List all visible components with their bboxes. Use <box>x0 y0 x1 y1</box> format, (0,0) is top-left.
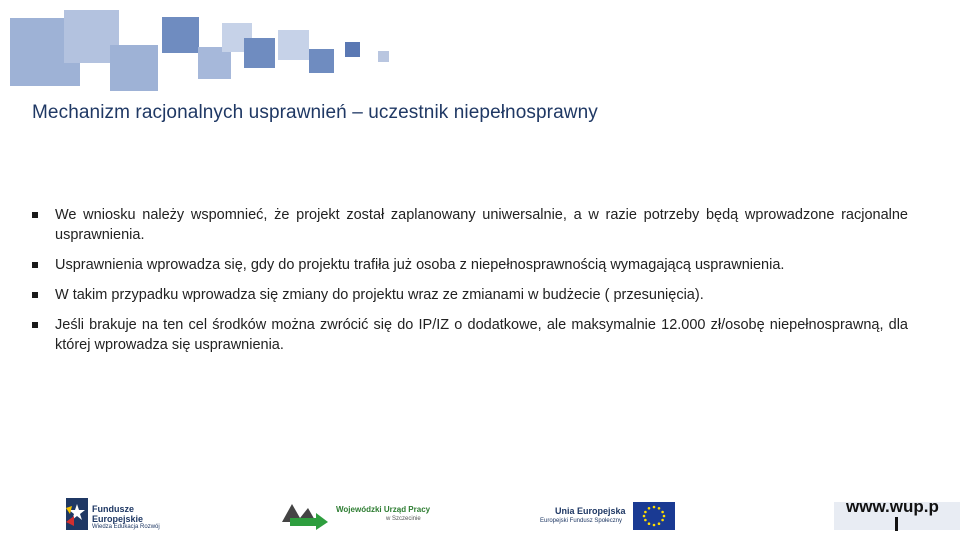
list-item <box>32 285 908 305</box>
ue-logo-sub: Europejski Fundusz Społeczny <box>540 518 623 524</box>
fe-star-icon <box>64 496 90 532</box>
deco-square <box>244 38 275 68</box>
wup-logo <box>280 500 330 530</box>
list-item-text: We wniosku należy wspomnieć, że projekt został zaplanowany uniwersalnie, a w razie potrzeby będą wprowadzone racjonalne usprawnienia. <box>55 207 908 243</box>
ue-logo-name: Unia Europejska <box>555 506 626 516</box>
wup-logo-name: Wojewódzki Urząd Pracy <box>336 505 431 514</box>
list-item-text: W takim przypadku wprowadza się zmiany do projektu wraz ze zmianami w budżecie ( przesunięcia). <box>55 287 704 303</box>
website-url[interactable]: www.wup.p <box>846 497 939 516</box>
bullet-square-icon <box>32 292 38 298</box>
fe-logo-line2: Europejskie <box>92 514 144 524</box>
fe-logo-sub: Wiedza Edukacja Rozwój <box>92 524 160 530</box>
eu-flag-icon <box>633 502 675 530</box>
deco-square <box>162 17 199 53</box>
deco-square <box>378 51 389 62</box>
bullet-list <box>32 205 908 365</box>
deco-square <box>110 45 158 91</box>
list-item <box>32 205 908 245</box>
fe-logo-name <box>92 504 143 524</box>
list-item-text: Usprawnienia wprowadza się, gdy do projektu trafiła już osoba z niepełnosprawnością wymagającą usprawnienia. <box>55 257 785 273</box>
deco-square <box>309 49 334 73</box>
deco-square <box>278 30 309 60</box>
website-url-tail <box>895 517 898 531</box>
bullet-square-icon <box>32 262 38 268</box>
bullet-square-icon <box>32 322 38 328</box>
bullet-square-icon <box>32 212 38 218</box>
list-item-text: Jeśli brakuje na ten cel środków można zwrócić się do IP/IZ o dodatkowe, ale maksymalnie 12.000 zł/osobę niepełnosprawną, dla której wprowadza się usprawnienia. <box>55 317 908 353</box>
wup-logo-city: w Szczecinie <box>386 516 421 522</box>
page-title: Mechanizm racjonalnych usprawnień – uczestnik niepełnosprawny <box>32 102 598 123</box>
fe-logo-line1: Fundusze <box>92 504 134 514</box>
deco-square <box>345 42 360 57</box>
eu-stars-icon <box>633 502 675 530</box>
list-item <box>32 255 908 275</box>
wup-arrow-icon <box>280 500 330 530</box>
list-item <box>32 315 908 355</box>
